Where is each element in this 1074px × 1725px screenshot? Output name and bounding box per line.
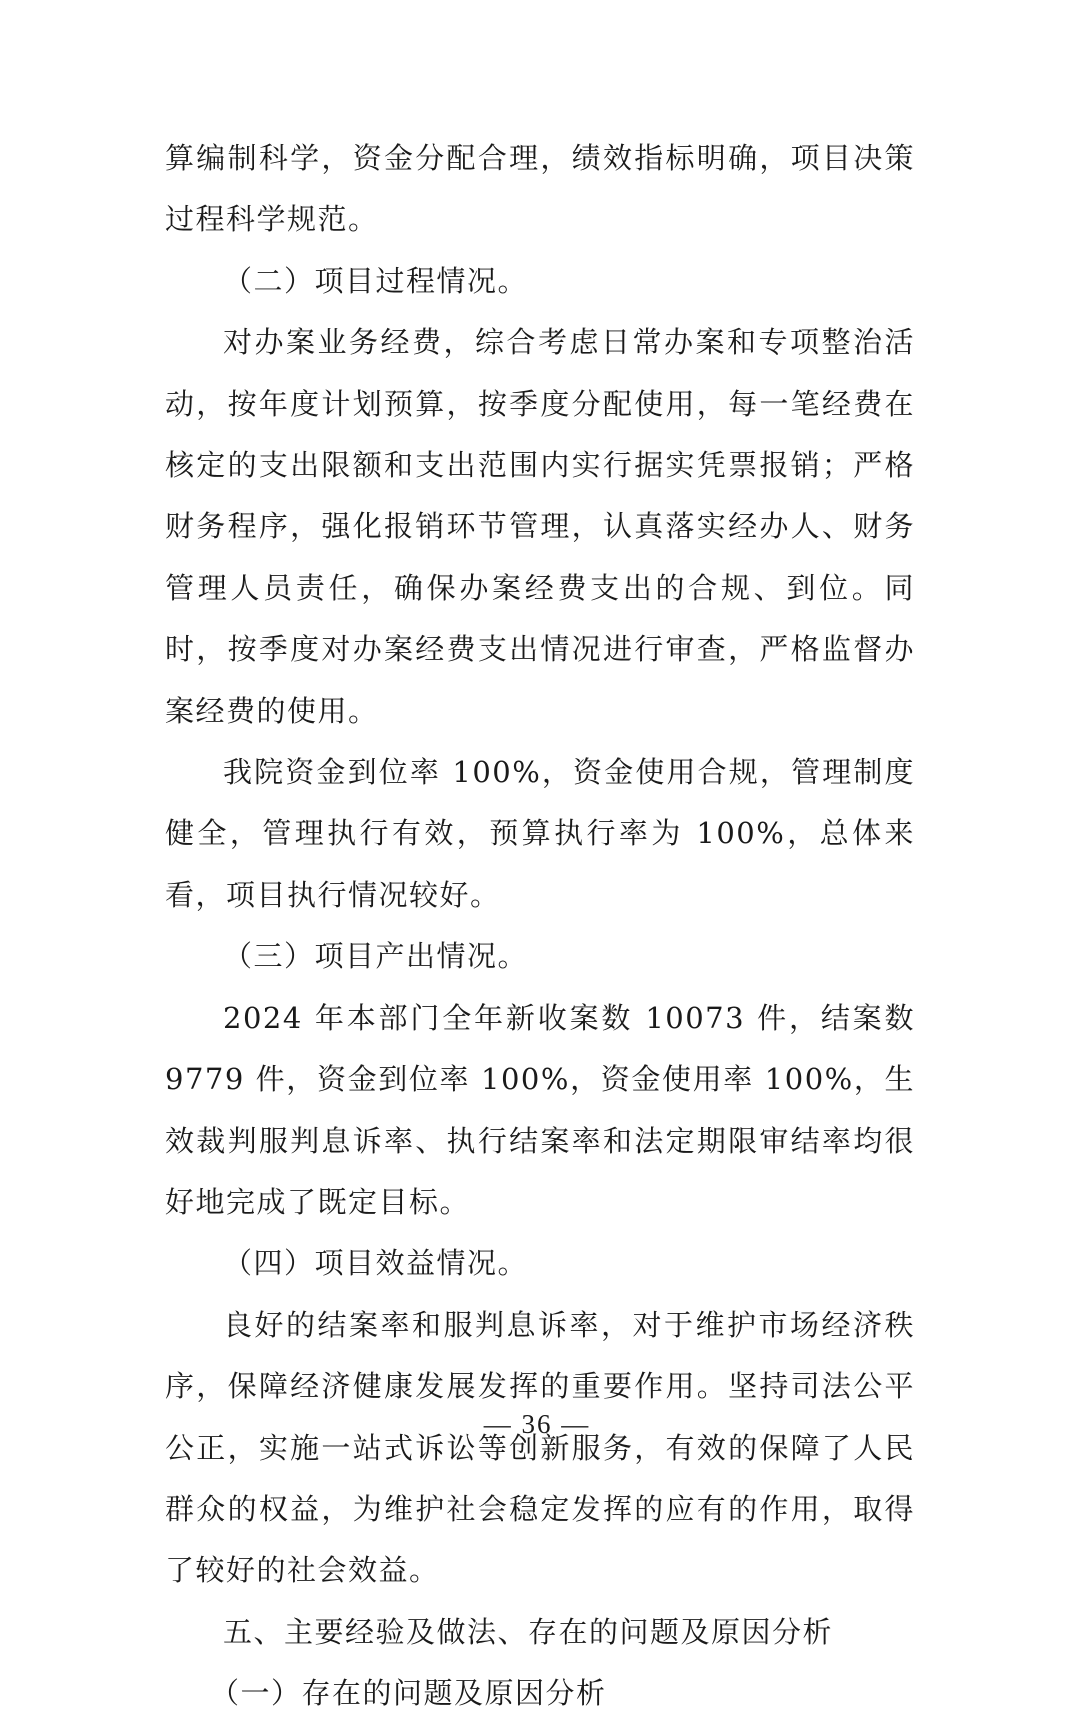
- subheading-process: （二）项目过程情况。: [223, 263, 529, 298]
- paragraph-process-detail: 对办案业务经费，综合考虑日常办案和专项整治活动，按年度计划预算，按季度分配使用，每一笔经费在核定的支出限额和支出范围内实行据实凭票报销；严格财务程序，强化报销环节管理，认真落实经办人、财务管理人员责任，确保办案经费支出的合规、到位。同时，按季度对办案经费支出情况进行审查，严格监督办案经费的使用。: [165, 325, 915, 728]
- subheading-problems: （一）存在的问题及原因分析: [210, 1676, 607, 1711]
- page-number: — 36 —: [483, 1409, 591, 1439]
- paragraph-continuation: 算编制科学，资金分配合理，绩效指标明确，项目决策过程科学规范。: [165, 141, 915, 237]
- body-text: [165, 128, 915, 1725]
- paragraph-output-detail: 2024 年本部门全年新收案数 10073 件，结案数 9779 件，资金到位率 100%，资金使用率 100%，生效裁判服判息诉率、执行结案率和法定期限审结率均很好地完成了既定目标。: [165, 1000, 915, 1219]
- subheading-output: （三）项目产出情况。: [223, 939, 529, 974]
- subheading-benefit: （四）项目效益情况。: [223, 1246, 529, 1281]
- paragraph-benefit-detail: 良好的结案率和服判息诉率，对于维护市场经济秩序，保障经济健康发展发挥的重要作用。坚持司法公平公正，实施一站式诉讼等创新服务，有效的保障了人民群众的权益，为维护社会稳定发挥的应有的作用，取得了较好的社会效益。: [165, 1307, 915, 1588]
- paragraph-execution-rate: 我院资金到位率 100%，资金使用合规，管理制度健全，管理执行有效，预算执行率为 100%，总体来看，项目执行情况较好。: [165, 755, 915, 912]
- section-heading-five: 五、主要经验及做法、存在的问题及原因分析: [223, 1614, 834, 1649]
